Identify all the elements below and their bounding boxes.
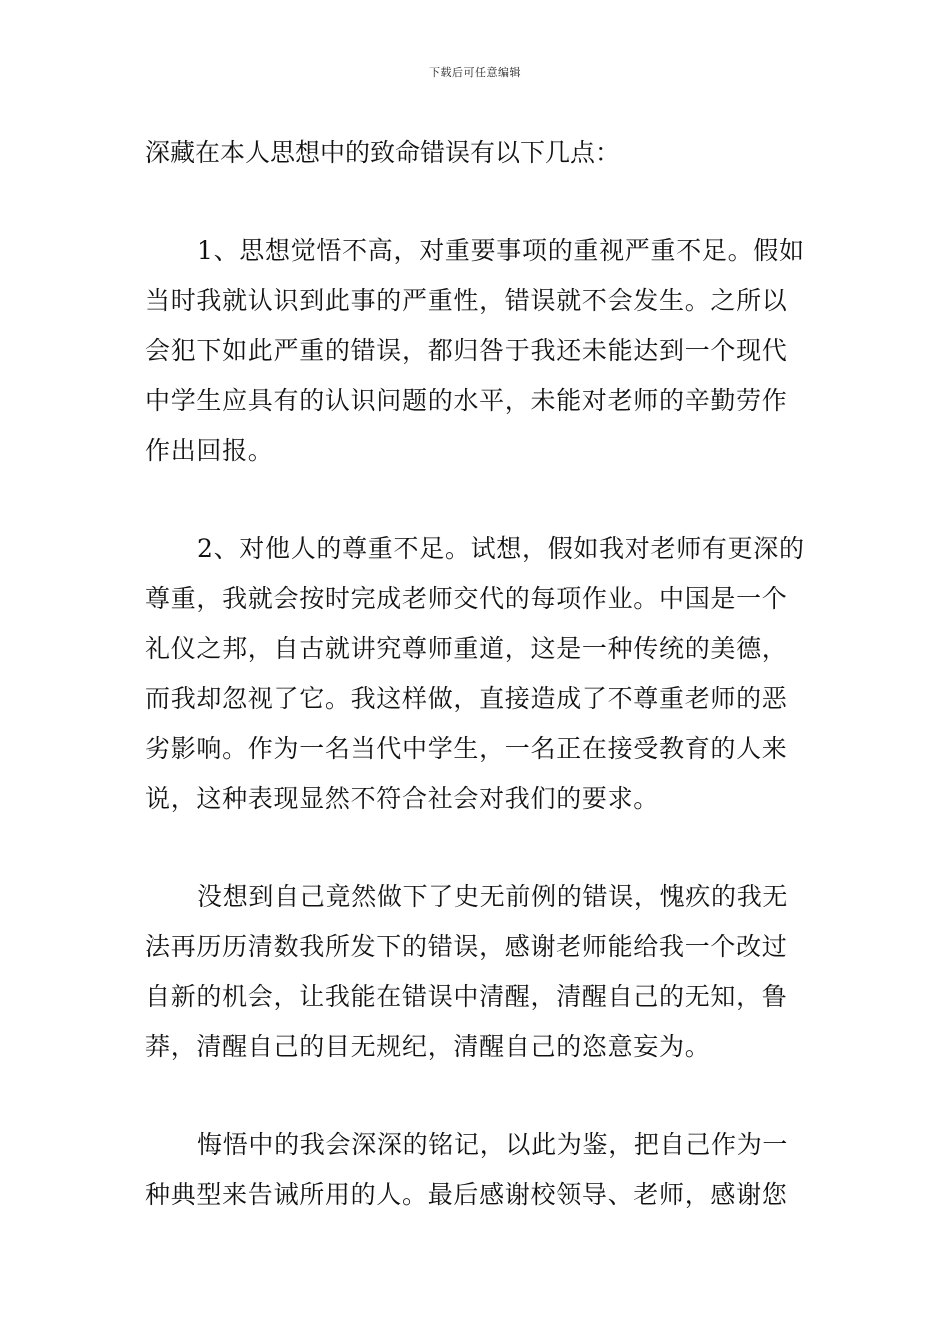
intro-line: 深藏在本人思想中的致命错误有以下几点： (145, 138, 621, 167)
paragraph-line: 而我却忽视了它。我这样做，直接造成了不尊重老师的恶 (145, 684, 788, 713)
paragraph-line: 自新的机会，让我能在错误中清醒，清醒自己的无知，鲁 (145, 982, 788, 1011)
paragraph-line: 尊重，我就会按时完成老师交代的每项作业。中国是一个 (145, 584, 788, 613)
paragraph-line: 悔悟中的我会深深的铭记，以此为鉴，把自己作为一 (197, 1130, 789, 1159)
paragraph-line: 礼仪之邦，自古就讲究尊师重道，这是一种传统的美德， (145, 634, 788, 663)
paragraph-line: 种典型来告诫所用的人。最后感谢校领导、老师，感谢您 (145, 1180, 788, 1209)
paragraph-line: 2、对他人的尊重不足。试想，假如我对老师有更深的 (197, 534, 805, 563)
paragraph-line: 法再历历清数我所发下的错误，感谢老师能给我一个改过 (145, 932, 788, 961)
paragraph-line: 会犯下如此严重的错误，都归咎于我还未能达到一个现代 (145, 336, 788, 365)
paragraph-line: 说，这种表现显然不符合社会对我们的要求。 (145, 784, 660, 813)
paragraph-2 (145, 524, 805, 824)
paragraph-line: 没想到自己竟然做下了史无前例的错误，愧疚的我无 (197, 882, 789, 911)
paragraph-3 (145, 872, 805, 1072)
paragraph-line: 莽，清醒自己的目无规纪，清醒自己的恣意妄为。 (145, 1032, 711, 1061)
paragraph-line: 当时我就认识到此事的严重性，错误就不会发生。之所以 (145, 286, 788, 315)
header-note: 下载后可任意编辑 (429, 66, 521, 79)
paragraph-1 (145, 226, 805, 476)
paragraph-4 (145, 1120, 805, 1220)
paragraph-line: 中学生应具有的认识问题的水平，未能对老师的辛勤劳作 (145, 386, 788, 415)
paragraph-line: 劣影响。作为一名当代中学生，一名正在接受教育的人来 (145, 734, 788, 763)
paragraph-line: 1、思想觉悟不高，对重要事项的重视严重不足。假如 (197, 236, 805, 265)
paragraph-line: 作出回报。 (145, 436, 274, 465)
